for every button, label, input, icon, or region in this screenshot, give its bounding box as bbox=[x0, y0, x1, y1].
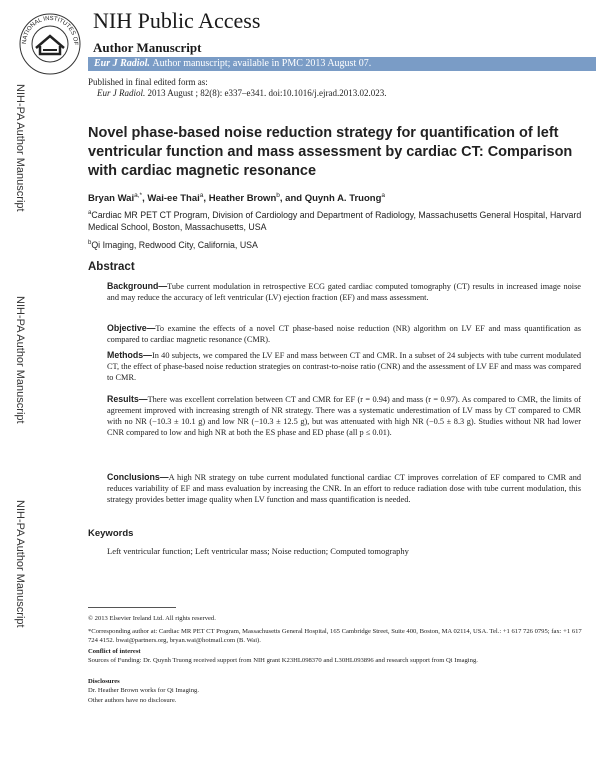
disclosure-1: Dr. Heather Brown works for Qi Imaging. bbox=[88, 687, 199, 694]
author-name: Heather Brown bbox=[208, 193, 277, 205]
journal-abbrev: Eur J Radiol. bbox=[94, 58, 150, 69]
author-name: Wai-ee Thai bbox=[147, 193, 200, 205]
affiliation-sup: b bbox=[88, 240, 92, 246]
nih-logo bbox=[16, 8, 84, 76]
side-label-1: NIH-PA Author Manuscript bbox=[14, 84, 26, 212]
footnote-divider bbox=[88, 607, 176, 608]
author-list bbox=[88, 192, 385, 204]
article-title: Novel phase-based noise reduction strategy for quantification of left ventricular function and mass assessment by cardiac CT: Comparison with cardiac magnetic resonance bbox=[88, 125, 573, 179]
header-title: NIH Public Access bbox=[93, 8, 261, 33]
conflict-heading-text: Conflict of interest bbox=[88, 648, 141, 655]
objective-text: To examine the effects of a novel CT phase-based noise reduction (NR) algorithm on LV EF and mass quantification as compared to cardiac magnetic resonance (CMR). bbox=[107, 324, 581, 344]
results-text: There was excellent correlation between CT and CMR for EF (r = 0.94) and mass (r = 0.97). As compared to CMR, the limits of agreement improved with increasing strength of NR strategy. There was a systematic underestimation of LV mass by CT compared to CMR with no NR (−10.3 ± 10.1 g) and low NR (−10.3 ± 12.5 g), but was attenuated with high NR (−0.5 ± 8.3 g). Studies without NR had lower CNR compared to low and high NR at both the ES phase and ED phase (all p ≤ 0.01). bbox=[107, 395, 581, 437]
side-label-3: NIH-PA Author Manuscript bbox=[14, 500, 26, 628]
author-name: Quynh A. Truong bbox=[304, 193, 382, 205]
availability-note: Author manuscript; available in PMC 2013 August 07. bbox=[152, 58, 372, 69]
disclosure-2: Other authors have no disclosure. bbox=[88, 697, 177, 704]
published-label: Published in final edited form as: bbox=[88, 77, 208, 87]
abstract-background bbox=[107, 281, 581, 303]
background-label: Background— bbox=[107, 281, 168, 291]
abstract-heading: Abstract bbox=[88, 261, 135, 273]
disclosures-heading bbox=[88, 677, 584, 686]
methods-label: Methods— bbox=[107, 350, 152, 360]
affiliation-text: Cardiac MR PET CT Program, Division of Cardiology and Department of Radiology, Massachusetts General Hospital, Harvard Medical School, Boston, Massachusetts, USA bbox=[88, 209, 582, 232]
abstract-results bbox=[107, 394, 581, 438]
corresponding-author: *Corresponding author at: Cardiac MR PET CT Program, Massachusetts General Hospital, 165 Cambridge Street, Suite 400, Boston, MA 02114, USA. Tel.: +1 617 726 0795; fax: +1 617 724 4152. bwai@partners.org, bryan.wai@hotmail.com (B. Wai). bbox=[88, 628, 582, 644]
author-sup: a bbox=[199, 192, 204, 199]
citation-line bbox=[97, 88, 386, 98]
header-subtitle: Author Manuscript bbox=[93, 40, 202, 55]
methods-text: In 40 subjects, we compared the LV EF and mass between CT and CMR. In a subset of 24 subjects with tube current modulated CT, the effect of phase-based noise reduction strategies on contrast-to-noise ratio (CNR) and the assessment of LV EF and mass was compared to CMR. bbox=[107, 351, 581, 382]
citation-journal: Eur J Radiol. bbox=[97, 88, 146, 98]
conflict-text: Sources of Funding: Dr. Quynh Truong received support from NIH grant K23HL098370 and L30HL093896 and research support from Qi Imaging. bbox=[88, 657, 478, 664]
disclosures-heading-text: Disclosures bbox=[88, 678, 120, 685]
author-name: Bryan Wai bbox=[88, 193, 135, 205]
affiliation-text: Qi Imaging, Redwood City, California, USA bbox=[91, 239, 258, 250]
abstract-conclusions bbox=[107, 472, 581, 505]
abstract-methods bbox=[107, 350, 581, 383]
conclusions-text: A high NR strategy on tube current modulated functional cardiac CT improves correlation of EF compared to CMR and reduces variability of EF and mass evaluation by increasing the CNR. In an effort to reduce radiation dose with tube current modulation, this strategy provides better image quality when LV function and mass quantification is needed. bbox=[107, 473, 581, 504]
author-sup: a bbox=[381, 192, 386, 199]
author-sup: a,* bbox=[134, 192, 143, 199]
conflict-heading bbox=[88, 647, 584, 656]
side-label-2: NIH-PA Author Manuscript bbox=[14, 296, 26, 424]
keywords-heading: Keywords bbox=[88, 528, 134, 539]
background-text: Tube current modulation in retrospective ECG gated cardiac computed tomography (CT) results in increased image noise and may reduce the accuracy of left ventricular (LV) ejection fraction (EF) and mass assessment. bbox=[107, 282, 581, 302]
conclusions-label: Conclusions— bbox=[107, 472, 169, 482]
results-label: Results— bbox=[107, 394, 148, 404]
affiliation-sup: a bbox=[88, 210, 92, 216]
citation-details: 2013 August ; 82(8): e337–e341. doi:10.1016/j.ejrad.2013.02.023. bbox=[147, 88, 387, 98]
affiliation-b bbox=[88, 237, 584, 251]
copyright: © 2013 Elsevier Ireland Ltd. All rights reserved. bbox=[88, 615, 216, 622]
author-sep: , bbox=[142, 193, 148, 205]
author-sup: b bbox=[276, 192, 280, 199]
abstract-objective bbox=[107, 323, 581, 345]
objective-label: Objective— bbox=[107, 323, 156, 333]
author-sep: , bbox=[203, 193, 209, 205]
availability-text bbox=[94, 57, 371, 71]
keywords-text: Left ventricular function; Left ventricular mass; Noise reduction; Computed tomography bbox=[107, 546, 409, 556]
availability-bar bbox=[88, 57, 596, 71]
logo-text: NATIONAL INSTITUTES OF bbox=[21, 15, 79, 46]
affiliation-a bbox=[88, 207, 584, 233]
author-sep: , and bbox=[279, 193, 305, 205]
